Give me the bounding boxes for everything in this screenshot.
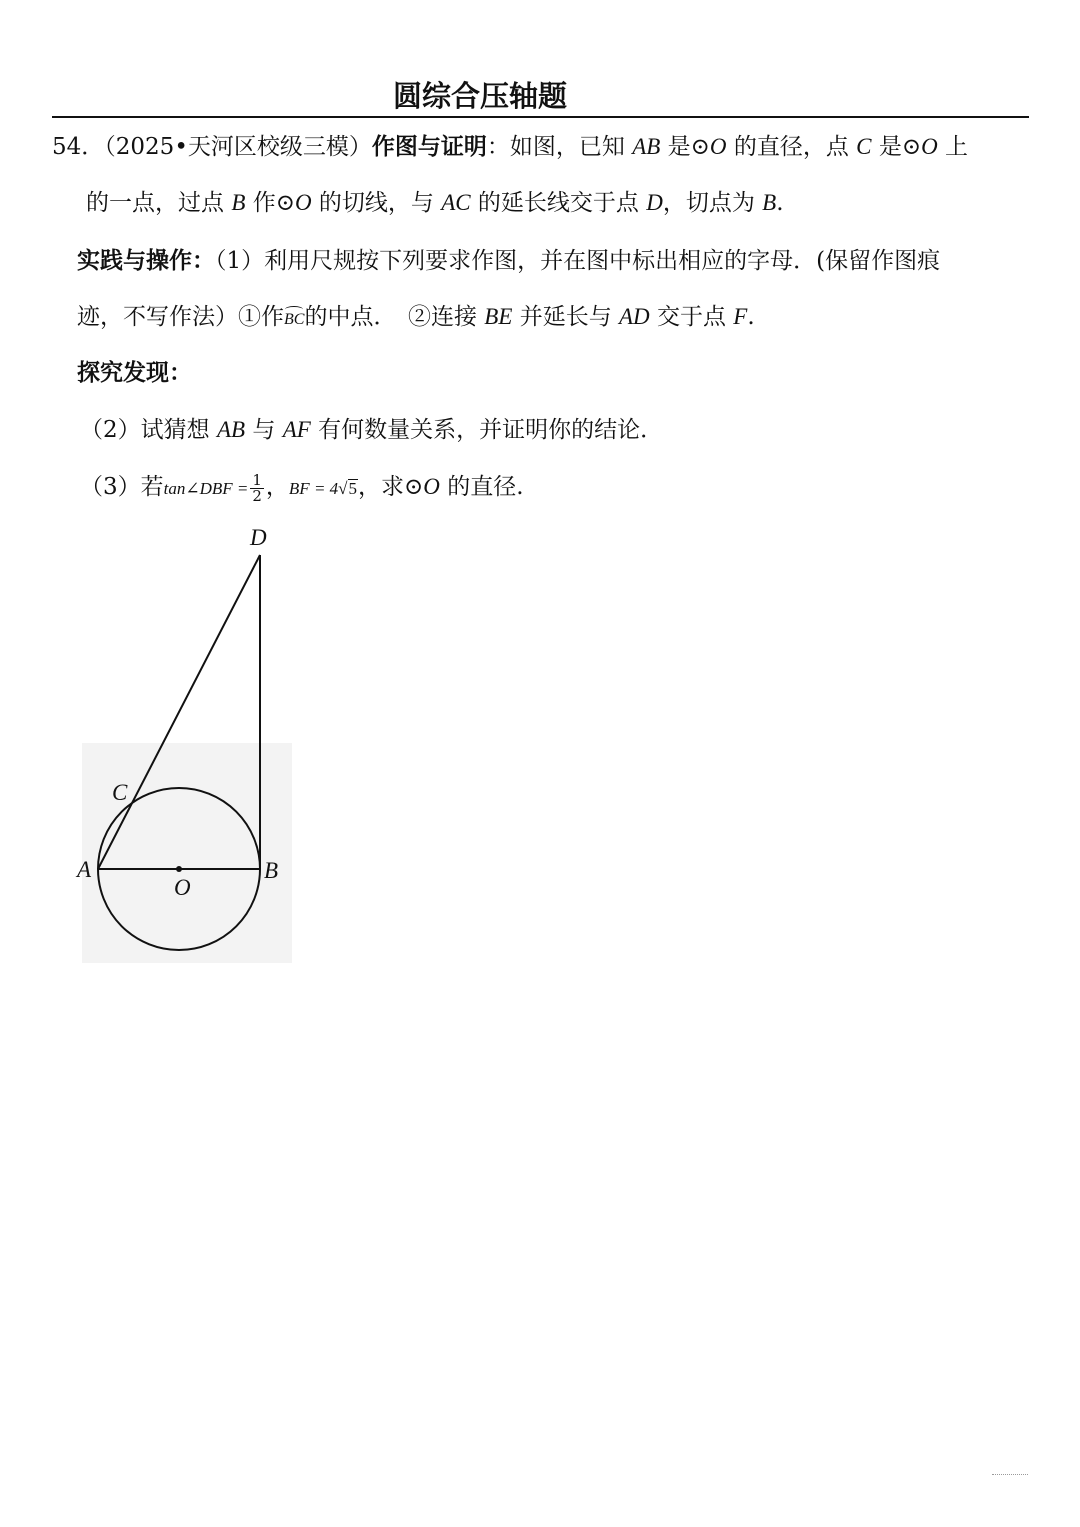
sqrt-sign: √ [338,479,348,498]
label-A: A [77,857,92,882]
problem-line-1 [52,130,968,164]
question-3 [80,470,524,506]
math-AB: AB [216,417,246,442]
stem-text: 是⊙ [878,134,922,160]
math-B: B [231,190,246,215]
comma: ， [265,474,289,500]
math-AB: AB [632,134,661,159]
problem-type-label: 作图与证明 [371,134,487,160]
bf-expression: BF = 4 [288,479,339,498]
q3-text: 的直径. [447,474,524,500]
practice-text: 的中点． ②连接 [304,304,477,330]
stem-text: 作⊙ [252,190,295,216]
explore-heading [77,356,192,390]
math-D: D [646,190,663,215]
label-O: O [174,875,191,900]
stem-text: 的切线，与 [318,190,434,216]
period: . [776,190,784,216]
math-O: O [921,134,938,159]
stem-text: 是⊙ [667,134,710,160]
label-B: B [264,858,279,883]
problem-colon: ： [486,134,510,160]
stem-text: 的一点，过点 [86,190,224,216]
practice-text: 交于点 [656,304,726,330]
stem-text: 的直径，点 [733,134,849,160]
scan-mark [992,1474,1028,1478]
question-2 [80,413,663,447]
practice-label: 实践与操作： [77,248,215,274]
math-AC: AC [441,190,471,215]
practice-text: 并延长与 [519,304,612,330]
explore-label: 探究发现： [77,360,192,386]
stem-text: 如图，已知 [509,134,625,160]
math-O: O [709,134,727,159]
q3-text: ，求⊙ [358,474,424,500]
stem-text: 上 [945,134,969,160]
math-B: B [762,190,777,215]
q2-text: 与 [252,417,276,443]
math-F: F [733,304,748,329]
stem-text: 的延长线交于点 [477,190,639,216]
arc-BC-label: BC [284,303,304,337]
problem-number: 54． [52,134,105,160]
practice-text: （1）利用尺规按下列要求作图，并在图中标出相应的字母．(保留作图痕 [215,248,941,274]
center-point-O [176,866,182,872]
math-O: O [423,474,440,499]
fraction-one-half [250,470,264,505]
math-C: C [856,134,872,159]
math-O: O [294,190,312,215]
q2-text: （2）试猜想 [80,417,210,443]
practice-line-2 [77,300,755,337]
math-BE: BE [484,304,513,329]
sqrt-radicand: 5 [348,479,358,498]
stem-text: ，切点为 [662,190,755,216]
geometry-figure [60,515,320,965]
math-AF: AF [282,417,311,442]
practice-text: 迹，不写作法）①作 [77,304,284,330]
math-AD: AD [619,304,650,329]
fraction-denominator: 2 [252,486,262,505]
problem-line-2 [86,186,784,220]
tan-expression: tan∠DBF = [163,479,249,498]
period: . [747,304,755,330]
problem-source: （2025•天河区校级三模） [104,134,372,160]
page-title: 圆综合压轴题 [392,79,567,113]
q2-text: 有何数量关系，并证明你的结论． [318,417,664,443]
q3-text: （3）若 [80,474,164,500]
title-rule [52,116,1029,118]
practice-line-1 [77,244,940,278]
fraction-numerator: 1 [252,470,262,489]
label-D: D [250,525,267,550]
label-C: C [112,780,128,805]
